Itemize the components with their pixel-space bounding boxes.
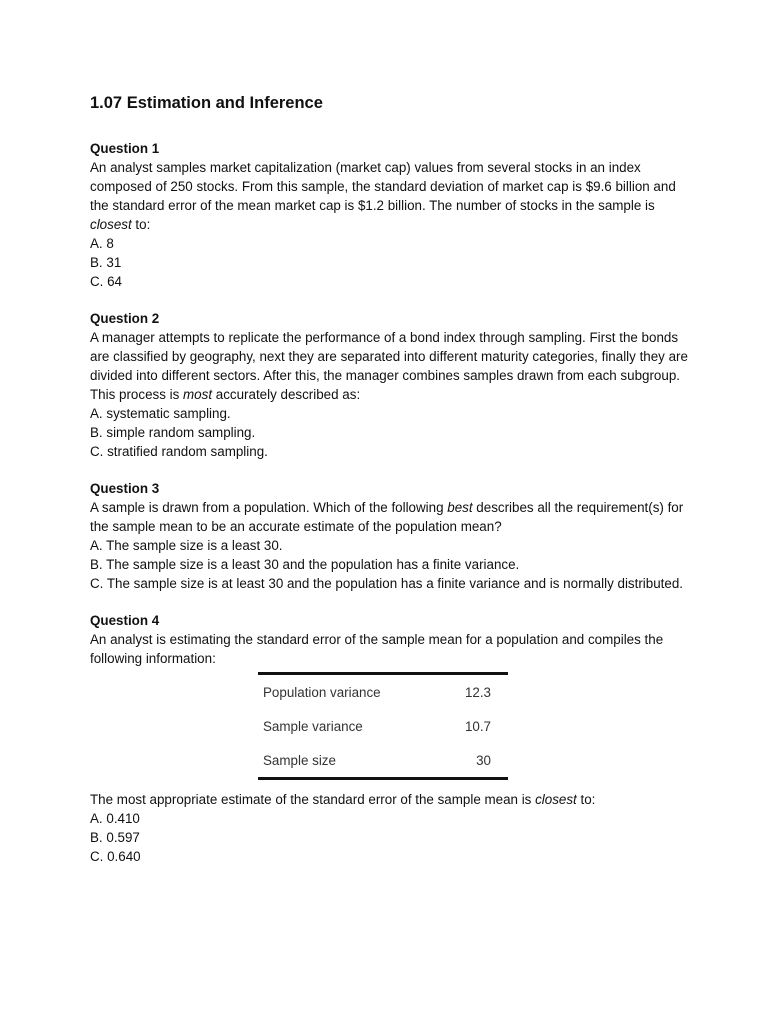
question-heading: Question 4 bbox=[90, 613, 160, 628]
table-row bbox=[258, 709, 508, 743]
answer-options bbox=[90, 234, 690, 291]
emphasis-word: closest bbox=[535, 792, 577, 807]
option-b: B. 31 bbox=[90, 255, 122, 270]
option-c: C. stratified random sampling. bbox=[90, 444, 268, 459]
question-1 bbox=[90, 139, 690, 291]
answer-options bbox=[90, 404, 690, 461]
question-3 bbox=[90, 479, 690, 593]
answer-options bbox=[90, 809, 690, 866]
table-cell-label: Population variance bbox=[263, 684, 381, 700]
option-b: B. The sample size is a least 30 and the population has a finite variance. bbox=[90, 557, 520, 572]
question-heading: Question 1 bbox=[90, 141, 160, 156]
option-a: A. The sample size is a least 30. bbox=[90, 538, 283, 553]
question-heading: Question 2 bbox=[90, 311, 160, 326]
question-text bbox=[90, 328, 690, 404]
question-text bbox=[90, 158, 690, 234]
text-segment: describes all the requirement(s) for the sample mean to be an accurate estimate of the population mean? bbox=[90, 500, 684, 534]
table-row bbox=[258, 674, 508, 710]
question-2 bbox=[90, 309, 690, 461]
question-heading: Question 3 bbox=[90, 481, 160, 496]
option-a: A. 8 bbox=[90, 236, 114, 251]
option-a: A. 0.410 bbox=[90, 811, 140, 826]
table-cell-label: Sample variance bbox=[263, 718, 363, 734]
option-a: A. systematic sampling. bbox=[90, 406, 231, 421]
table-cell-value: 30 bbox=[476, 752, 491, 768]
text-segment: to: bbox=[131, 217, 151, 232]
info-table bbox=[258, 672, 508, 780]
text-segment: A manager attempts to replicate the performance of a bond index through sampling. First the bonds are classified by geography, next they are separated into different maturity categories, finally they are divided into different sectors. After this, the manager combines samples drawn from each subgroup. This process is bbox=[90, 330, 688, 402]
option-c: C. 64 bbox=[90, 274, 123, 289]
table-row bbox=[258, 743, 508, 779]
table-cell-label: Sample size bbox=[263, 752, 336, 768]
question-text bbox=[90, 498, 690, 536]
option-b: B. simple random sampling. bbox=[90, 425, 256, 440]
question-followup-text bbox=[90, 790, 690, 809]
page-title: 1.07 Estimation and Inference bbox=[90, 94, 323, 112]
text-segment: to: bbox=[576, 792, 596, 807]
text-segment: A sample is drawn from a population. Which of the following bbox=[90, 500, 448, 515]
emphasis-word: best bbox=[447, 500, 473, 515]
option-b: B. 0.597 bbox=[90, 830, 140, 845]
text-segment: The most appropriate estimate of the standard error of the sample mean is bbox=[90, 792, 536, 807]
question-4 bbox=[90, 611, 690, 866]
table-cell-value: 10.7 bbox=[464, 718, 491, 734]
emphasis-word: most bbox=[183, 387, 213, 402]
option-c: C. 0.640 bbox=[90, 849, 141, 864]
option-c: C. The sample size is at least 30 and the population has a finite variance and is normally distributed. bbox=[90, 576, 683, 591]
emphasis-word: closest bbox=[90, 217, 132, 232]
answer-options bbox=[90, 536, 690, 593]
table-cell-value: 12.3 bbox=[464, 684, 491, 700]
document-page bbox=[90, 92, 690, 884]
text-segment: accurately described as: bbox=[212, 387, 361, 402]
question-text: An analyst is estimating the standard error of the sample mean for a population and compiles the following information: bbox=[90, 632, 664, 666]
text-segment: An analyst samples market capitalization (market cap) values from several stocks in an index composed of 250 stocks. From this sample, the standard deviation of market cap is $9.6 billion and the standard error of the mean market cap is $1.2 billion. The number of stocks in the sample is bbox=[90, 160, 676, 213]
